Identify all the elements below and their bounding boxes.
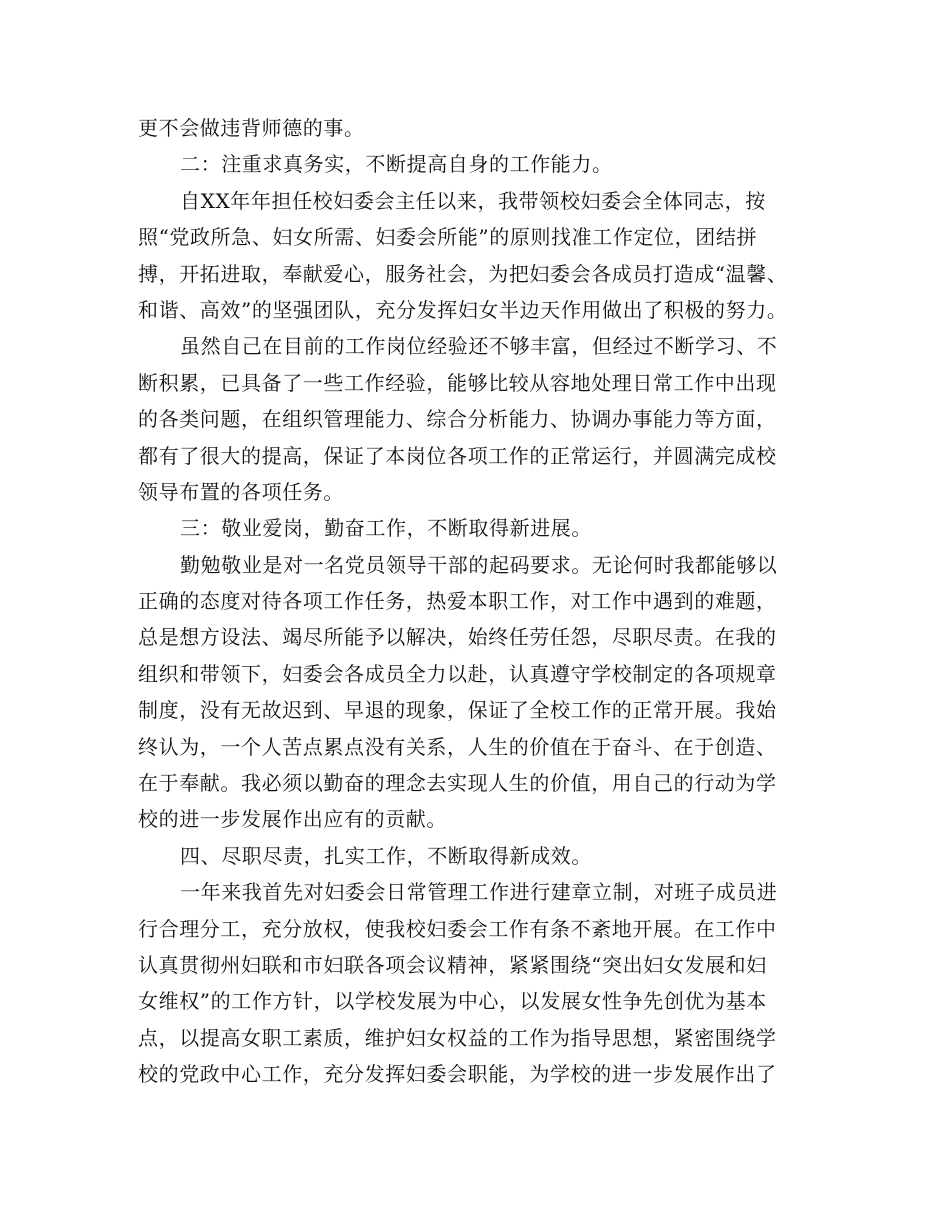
text-line: 和谐、高效”的坚强团队，充分发挥妇女半边天作用做出了积极的努力。 (138, 297, 788, 322)
text-line: 搏，开拓进取，奉献爱心，服务社会，为把妇委会各成员打造成“温馨、 (138, 261, 788, 286)
text-line: 三：敬业爱岗，勤奋工作，不断取得新进展。 (180, 516, 592, 541)
text-line: 校的进一步发展作出应有的贡献。 (138, 807, 447, 832)
text-line: 校的党政中心工作，充分发挥妇委会职能，为学校的进一步发展作出了 (138, 1062, 777, 1087)
text-line: 二：注重求真务实，不断提高自身的工作能力。 (180, 152, 613, 177)
text-line: 组织和带领下，妇委会各成员全力以赴，认真遵守学校制定的各项规章 (138, 661, 777, 686)
text-line: 一年来我首先对妇委会日常管理工作进行建章立制，对班子成员进 (180, 880, 778, 905)
text-line: 领导布置的各项任务。 (138, 479, 344, 504)
text-line: 四、尽职尽责，扎实工作，不断取得新成效。 (180, 843, 592, 868)
text-line: 终认为，一个人苦点累点没有关系，人生的价值在于奋斗、在于创造、 (138, 734, 777, 759)
text-line: 勤勉敬业是对一名党员领导干部的起码要求。无论何时我都能够以 (180, 552, 778, 577)
text-line: 在于奉献。我必须以勤奋的理念去实现人生的价值，用自己的行动为学 (138, 771, 777, 796)
text-line: 断积累，已具备了一些工作经验，能够比较从容地处理日常工作中出现 (138, 370, 777, 395)
text-line: 正确的态度对待各项工作任务，热爱本职工作，对工作中遇到的难题， (138, 589, 777, 614)
text-line: 照“党政所急、妇女所需、妇委会所能”的原则找准工作定位，团结拼 (138, 225, 758, 250)
text-line: 认真贯彻州妇联和市妇联各项会议精神，紧紧围绕“突出妇女发展和妇 (138, 952, 767, 977)
text-line: 点，以提高女职工素质，维护妇女权益的工作为指导思想，紧密围绕学 (138, 1025, 777, 1050)
text-line: 的各类问题，在组织管理能力、综合分析能力、协调办事能力等方面， (138, 407, 777, 432)
body-text (138, 110, 818, 1093)
text-line: 行合理分工，充分放权，使我校妇委会工作有条不紊地开展。在工作中 (138, 916, 777, 941)
text-line: 自XX年年担任校妇委会主任以来，我带领校妇委会全体同志，按 (180, 188, 766, 213)
text-line: 虽然自己在目前的工作岗位经验还不够丰富，但经过不断学习、不 (180, 334, 778, 359)
text-line: 更不会做违背师德的事。 (138, 116, 365, 140)
text-line: 女维权”的工作方针，以学校发展为中心，以发展女性争先创优为基本 (138, 989, 767, 1014)
text-line: 都有了很大的提高，保证了本岗位各项工作的正常运行，并圆满完成校 (138, 443, 777, 468)
text-line: 制度，没有无故迟到、早退的现象，保证了全校工作的正常开展。我始 (138, 698, 777, 723)
text-line: 总是想方设法、竭尽所能予以解决，始终任劳任怨，尽职尽责。在我的 (138, 625, 777, 650)
